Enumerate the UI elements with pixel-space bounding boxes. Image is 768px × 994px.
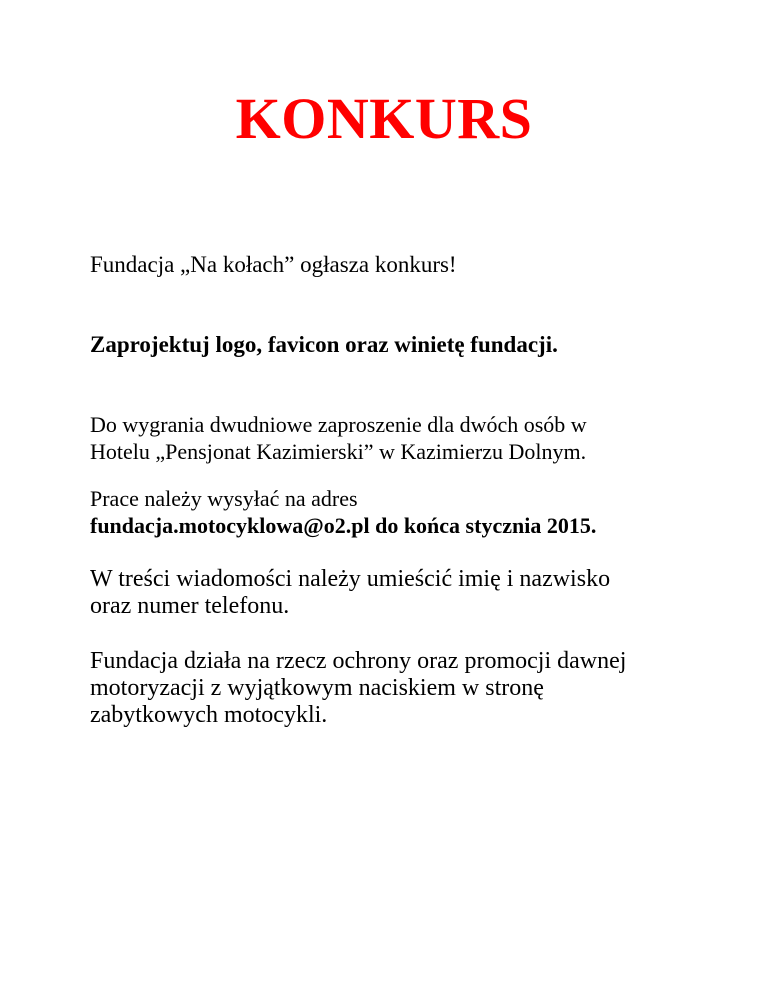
intro-paragraph: Fundacja „Na kołach” ogłasza konkurs! — [90, 252, 457, 277]
task-paragraph: Zaprojektuj logo, favicon oraz winietę fundacji. — [90, 332, 558, 357]
submission-paragraph — [90, 485, 730, 539]
about-paragraph — [90, 648, 730, 729]
prize-line-1: Do wygrania dwudniowe zaproszenie dla dwóch osób w — [90, 412, 587, 437]
page-title: KONKURS — [235, 86, 533, 151]
submission-email-deadline: fundacja.motocyklowa@o2.pl do końca stycznia 2015. — [90, 513, 597, 538]
prize-line-2: Hotelu „Pensjonat Kazimierski” w Kazimierzu Dolnym. — [90, 439, 587, 464]
about-line-3: zabytkowych motocykli. — [90, 702, 328, 728]
prize-paragraph — [90, 411, 730, 465]
about-line-1: Fundacja działa na rzecz ochrony oraz promocji dawnej — [90, 648, 627, 674]
contents-line-1: W treści wiadomości należy umieścić imię i nazwisko — [90, 566, 611, 592]
about-line-2: motoryzacji z wyjątkowym naciskiem w stronę — [90, 675, 544, 701]
contents-line-2: oraz numer telefonu. — [90, 593, 290, 619]
contents-paragraph — [90, 566, 730, 620]
submission-line-1: Prace należy wysyłać na adres — [90, 486, 358, 511]
